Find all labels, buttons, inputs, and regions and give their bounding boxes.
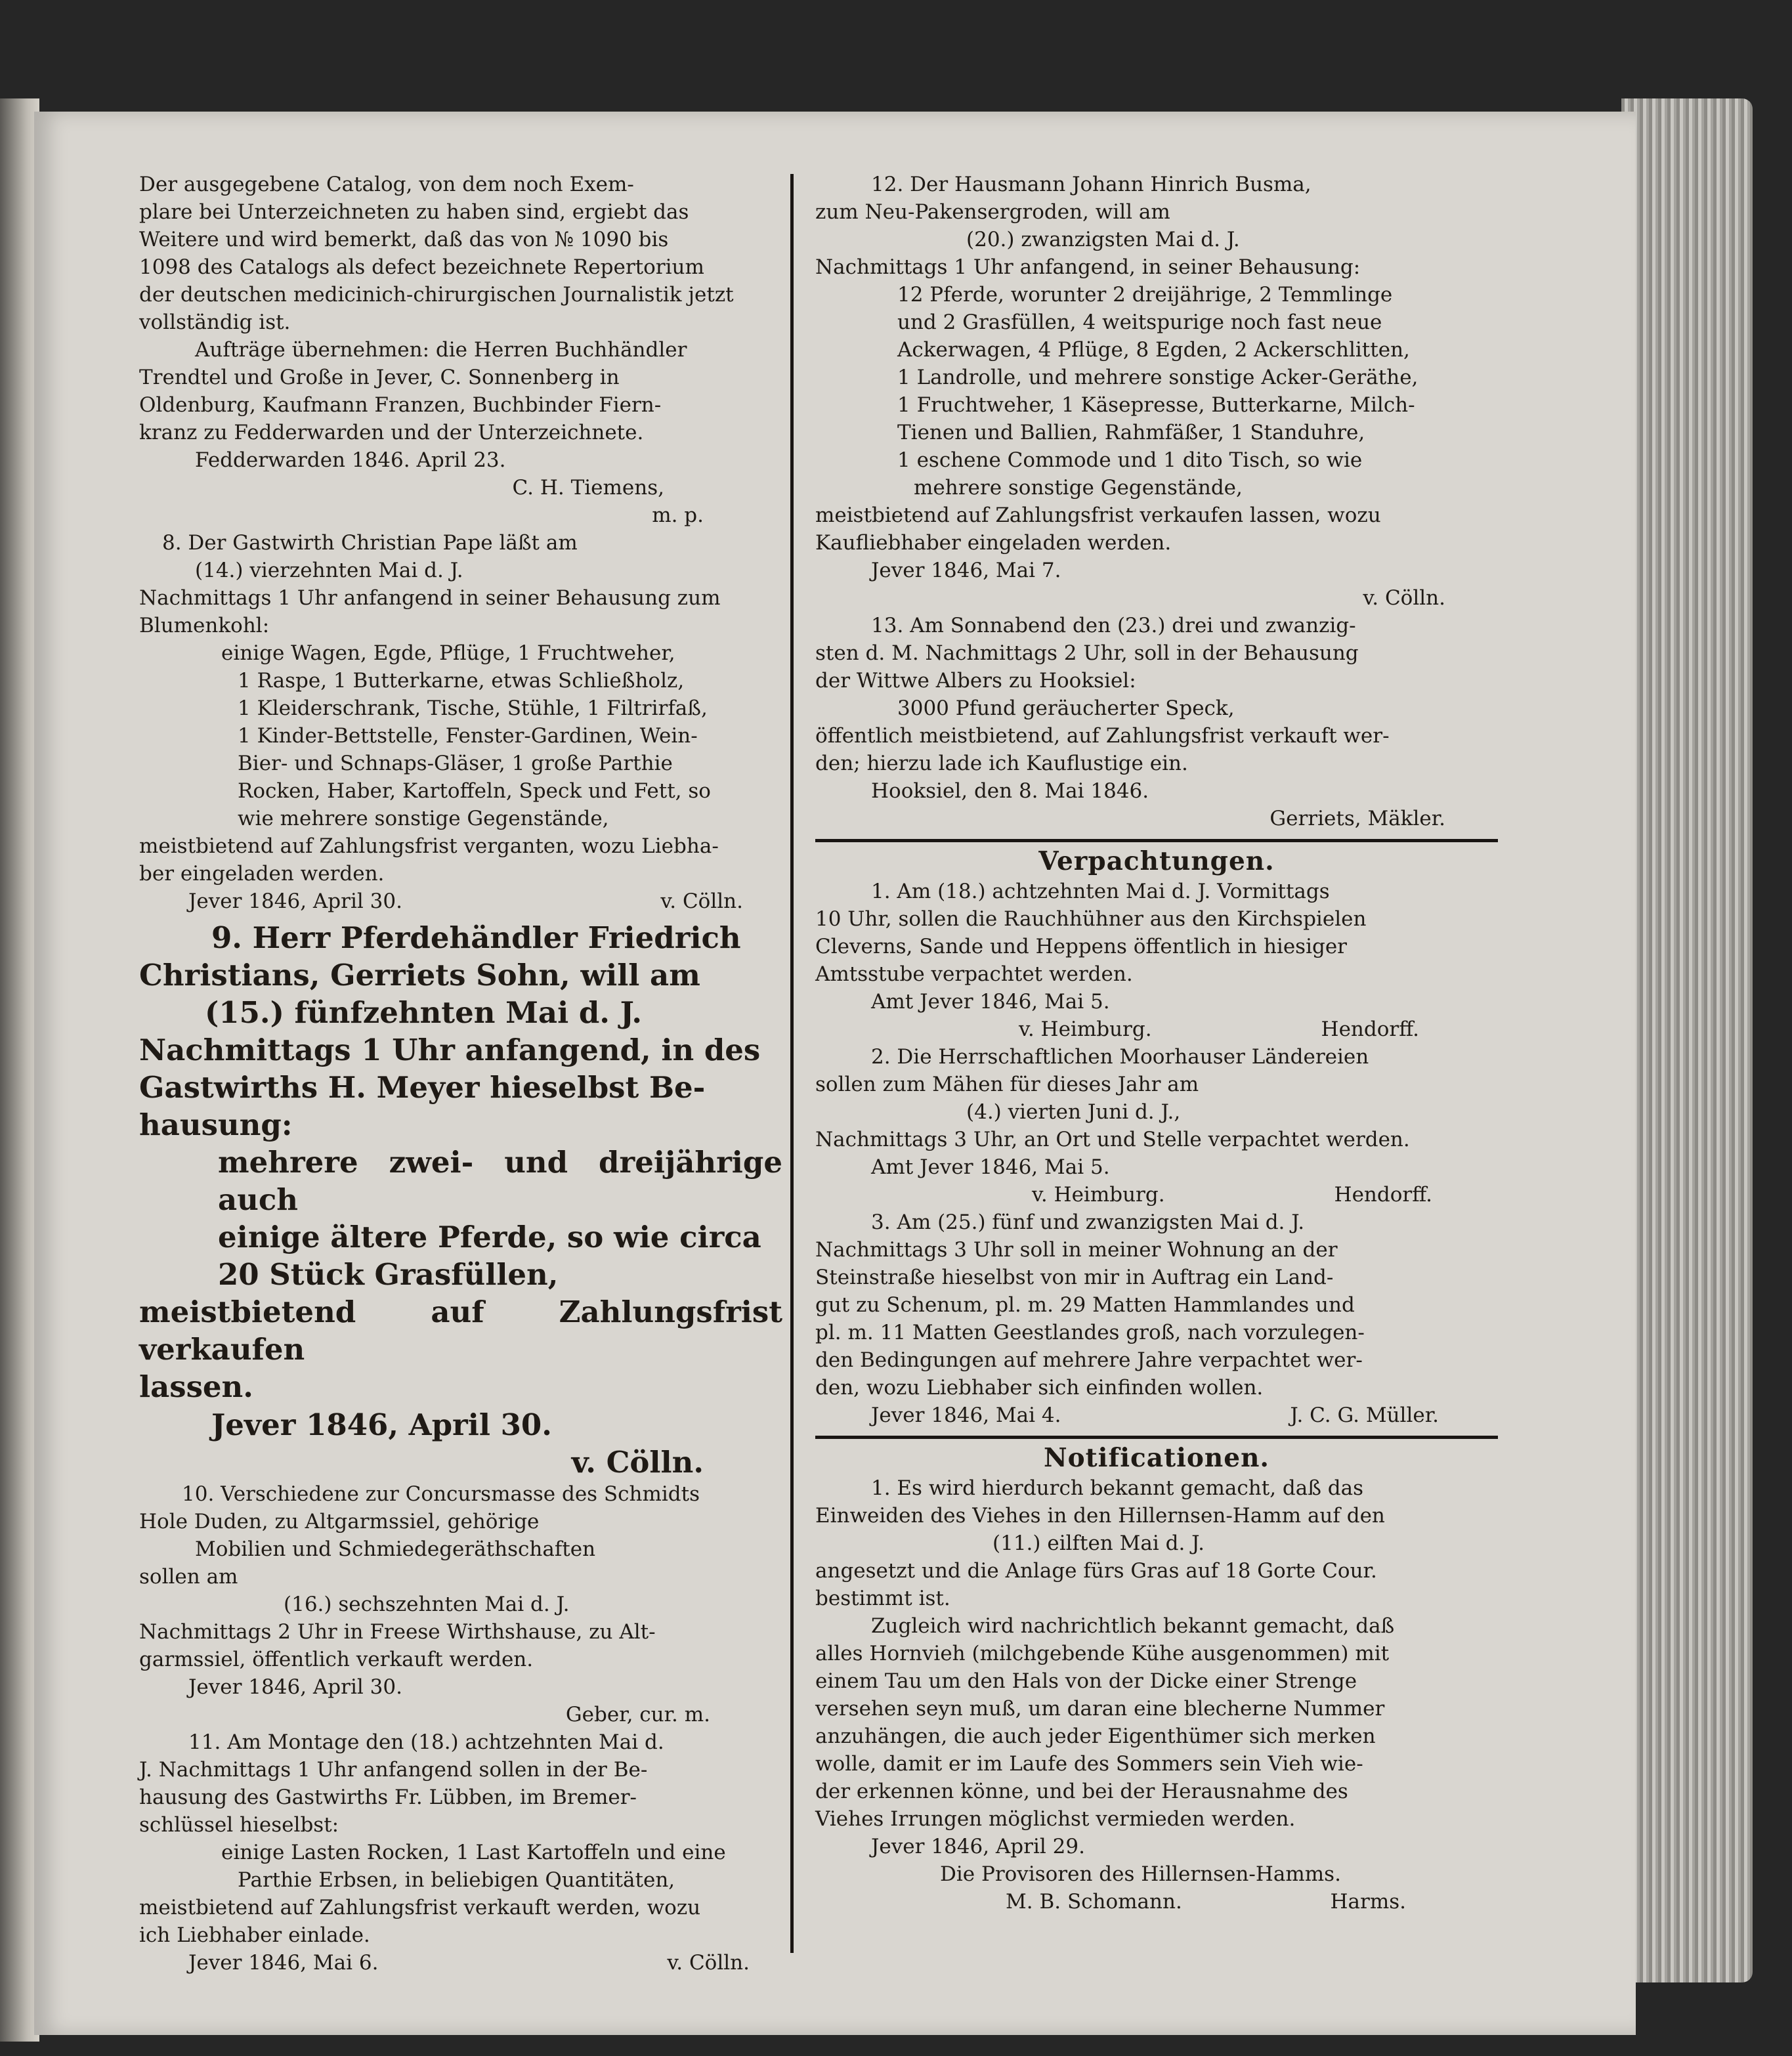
notice-date-line: (16.) sechszehnten Mai d. J. [284,1593,570,1616]
item-line: 12 Pferde, worunter 2 dreijährige, 2 Temmlinge [897,283,1393,307]
text-line: zum Neu-Pakensergroden, will am [815,200,1170,224]
notice-date: Amt Jever 1846, Mai 5. [871,1155,1110,1179]
notice-heading-line: 1. Es wird hierdurch bekannt gemacht, daß das [871,1476,1364,1500]
text-line: bestimmt ist. [815,1587,950,1610]
text-line: J. Nachmittags 1 Uhr anfangend sollen in der Be- [139,1758,648,1782]
item-line: 1 Kinder-Bettstelle, Fenster-Gardinen, Wein- [238,724,698,748]
text-line: meistbietend auf Zahlungsfrist verkaufen lassen, wozu [815,503,1381,527]
notice-heading-line: 8. Der Gastwirth Christian Pape läßt am [162,531,578,555]
text-line: ich Liebhaber einlade. [139,1923,370,1947]
text-line: Cleverns, Sande und Heppens öffentlich in hiesiger [815,935,1347,958]
text-line: Weitere und wird bemerkt, daß das von № 1090 bis [139,228,669,251]
notification-1 [815,1474,1498,1916]
text-line: der deutschen medicinich-chirurgischen Journalistik jetzt [139,283,734,307]
notice-signature: J. C. G. Müller. [1290,1403,1439,1427]
item-line: 1 Fruchtweher, 1 Käsepresse, Butterkarne, Milch- [897,393,1415,417]
section-heading-notificationen: Notificationen. [1043,1443,1270,1473]
notice-heading-line: 9. Herr Pferdehändler Friedrich [211,920,741,955]
item-line: Parthie Erbsen, in beliebigen Quantitäten, [238,1868,675,1892]
text-line: den; hierzu lade ich Kauflustige ein. [815,752,1188,775]
text-line: Kaufliebhaber eingeladen werden. [815,531,1172,555]
lease-notice-1 [815,878,1498,1043]
text-line: wolle, damit er im Laufe des Sommers sein Vieh wie- [815,1752,1363,1776]
item-line: Rocken, Haber, Kartoffeln, Speck und Fett, so [238,779,711,803]
item-line: Tienen und Ballien, Rahmfäßer, 1 Standuhre, [897,421,1365,444]
notice-date: Jever 1846, Mai 6. [188,1951,379,1975]
notice-date: Amt Jever 1846, Mai 5. [871,990,1110,1014]
text-line: hausung: [139,1107,293,1142]
notice-date-line: (15.) fünfzehnten Mai d. J. [205,995,643,1030]
section-divider [815,839,1498,842]
text-line: den, wozu Liebhaber sich einfinden wollen. [815,1376,1264,1400]
section-divider [815,1436,1498,1439]
text-line: alles Hornvieh (milchgebende Kühe ausgenommen) mit [815,1642,1390,1665]
column-divider [790,174,794,1953]
text-line: Nachmittags 1 Uhr anfangend, in seiner Behausung: [815,255,1361,279]
notice-10 [139,1480,782,1728]
text-line: sollen am [139,1565,238,1589]
text-line: Nachmittags 3 Uhr, an Ort und Stelle verpachtet werden. [815,1128,1410,1151]
text-line: sollen zum Mähen für dieses Jahr am [815,1073,1199,1096]
text-line: Blumenkohl: [139,614,270,637]
notice-date: Jever 1846, April 30. [211,1407,552,1442]
text-line: 1098 des Catalogs als defect bezeichnete Repertorium [139,255,704,279]
text-line: der Wittwe Albers zu Hooksiel: [815,669,1136,693]
notice-12 [815,171,1498,612]
text-line: meistbietend auf Zahlungsfrist verkaufen [139,1295,782,1367]
notice-date: Jever 1846, April 29. [871,1835,1085,1858]
text-line: schlüssel hieselbst: [139,1813,339,1837]
notice-date-line: (20.) zwanzigsten Mai d. J. [966,228,1240,251]
notice-date-line: (14.) vierzehnten Mai d. J. [195,559,463,582]
notice-date: Jever 1846, April 30. [188,889,402,913]
newspaper-page [34,112,1636,2035]
notice-signature: v. Cölln. [1363,586,1445,610]
lease-notice-3 [815,1209,1498,1429]
text-line: Oldenburg, Kaufmann Franzen, Buchbinder Fiern- [139,393,662,417]
item-line: 1 Landrolle, und mehrere sonstige Acker-Geräthe, [897,366,1419,389]
text-line: pl. m. 11 Matten Geestlandes groß, nach vorzulegen- [815,1321,1365,1344]
text-line: Der ausgegebene Catalog, von dem noch Exem- [139,173,634,196]
item-line: 20 Stück Grasfüllen, [218,1257,559,1292]
notice-heading-line: 13. Am Sonnabend den (23.) drei und zwanzig- [871,614,1356,637]
text-line: garmssiel, öffentlich verkauft werden. [139,1648,534,1671]
text-line: ber eingeladen werden. [139,862,385,886]
lease-notice-2 [815,1043,1498,1209]
item-line: 1 Kleiderschrank, Tische, Stühle, 1 Filtrirfaß, [238,696,708,720]
text-line: plare bei Unterzeichneten zu haben sind, ergiebt das [139,200,689,224]
text-line: Nachmittags 1 Uhr anfangend in seiner Behausung zum [139,586,721,610]
notice-signature: Geber, cur. m. [565,1703,710,1726]
text-line: Aufträge übernehmen: die Herren Buchhändler [195,338,687,362]
notice-date: Jever 1846, April 30. [188,1675,402,1699]
text-line: Christians, Gerriets Sohn, will am [139,958,700,993]
book-fore-edge [1621,98,1753,1982]
item-line: mehrere zwei- und dreijährige auch [218,1145,782,1217]
text-line: anzuhängen, die auch jeder Eigenthümer sich merken [815,1724,1376,1748]
item-line: einige Lasten Rocken, 1 Last Kartoffeln und eine [221,1841,726,1864]
text-line: Einweiden des Viehes in den Hillernsen-Hamm auf den [815,1504,1385,1528]
notice-signature: v. Heimburg. [1019,1017,1152,1041]
notice-signature: Hendorff. [1334,1183,1432,1207]
notice-heading-line: 12. Der Hausmann Johann Hinrich Busma, [871,173,1312,196]
text-line: 10 Uhr, sollen die Rauchhühner aus den Kirchspielen [815,907,1367,931]
notice-signature: C. H. Tiemens, [512,476,664,500]
item-line: wie mehrere sonstige Gegenstände, [238,807,609,830]
text-line: gut zu Schenum, pl. m. 29 Matten Hammlandes und [815,1293,1355,1317]
notice-13 [815,612,1498,832]
text-line: Gastwirths H. Meyer hieselbst Be- [139,1070,706,1105]
text-line: Nachmittags 3 Uhr soll in meiner Wohnung an der [815,1238,1338,1262]
notice-signature: Gerriets, Mäkler. [1269,807,1445,830]
text-line: kranz zu Fedderwarden und der Unterzeichnete. [139,421,644,444]
notice-signature: v. Heimburg. [1032,1183,1165,1207]
notice-heading-line: 10. Verschiedene zur Concursmasse des Schmidts [182,1482,700,1506]
right-column [815,171,1498,1916]
text-line: Zugleich wird nachrichtlich bekannt gemacht, daß [871,1614,1395,1638]
notice-date: Jever 1846, Mai 4. [871,1403,1061,1427]
item-line: 1 eschene Commode und 1 dito Tisch, so wie [897,448,1363,472]
item-line: Ackerwagen, 4 Pflüge, 8 Egden, 2 Ackerschlitten, [897,338,1410,362]
notice-signature: v. Cölln. [660,889,743,913]
text-line: vollständig ist. [139,311,291,334]
item-line: 1 Raspe, 1 Butterkarne, etwas Schließholz, [238,669,685,693]
item-line: mehrere sonstige Gegenstände, [914,476,1243,500]
text-line: einem Tau um den Hals von der Dicke einer Strenge [815,1669,1357,1693]
item-line: Mobilien und Schmiedegeräthschaften [195,1537,596,1561]
text-line: Amtsstube verpachtet werden. [815,962,1133,986]
text-line: angesetzt und die Anlage fürs Gras auf 18 Gorte Cour. [815,1559,1377,1583]
notice-heading-line: 1. Am (18.) achtzehnten Mai d. J. Vormittags [871,880,1330,903]
text-line: versehen seyn muß, um daran eine blecherne Nummer [815,1697,1385,1721]
notice-8 [139,529,782,915]
item-line: Bier- und Schnaps-Gläser, 1 große Parthie [238,752,673,775]
notice-heading-line: 11. Am Montage den (18.) achtzehnten Mai d. [188,1730,664,1754]
notice-signature: Die Provisoren des Hillernsen-Hamms. [940,1862,1341,1886]
notice-signature: Hendorff. [1321,1017,1419,1041]
notice-heading-line: 3. Am (25.) fünf und zwanzigsten Mai d. J. [871,1210,1305,1234]
section-heading-verpachtungen: Verpachtungen. [1038,846,1275,876]
text-line: Nachmittags 1 Uhr anfangend, in des [139,1033,761,1067]
text-line: den Bedingungen auf mehrere Jahre verpachtet wer- [815,1348,1363,1372]
text-line: Trendtel und Große in Jever, C. Sonnenberg in [139,366,620,389]
text-line: lassen. [139,1369,253,1404]
text-line: Nachmittags 2 Uhr in Freese Wirthshause, zu Alt- [139,1620,656,1644]
item-line: einige ältere Pferde, so wie circa [218,1220,761,1254]
item-line: und 2 Grasfüllen, 4 weitspurige noch fast neue [897,311,1382,334]
notice-signature-suffix: m. p. [652,503,704,527]
notice-heading-line: 2. Die Herrschaftlichen Moorhauser Ländereien [871,1045,1369,1069]
item-line: 3000 Pfund geräucherter Speck, [897,696,1235,720]
text-line: meistbietend auf Zahlungsfrist verganten, wozu Liebha- [139,834,719,858]
notice-9 [139,919,782,1480]
text-line: der erkennen könne, und bei der Herausnahme des [815,1780,1348,1803]
text-line: Steinstraße hieselbst von mir in Auftrag ein Land- [815,1266,1334,1289]
notice-date: Hooksiel, den 8. Mai 1846. [871,779,1149,803]
text-line: Viehes Irrungen möglichst vermieden werden. [815,1807,1296,1831]
item-line: einige Wagen, Egde, Pflüge, 1 Fruchtweher, [221,641,675,665]
left-column [139,171,782,1977]
catalog-notice [139,171,782,529]
text-line: meistbietend auf Zahlungsfrist verkauft werden, wozu [139,1896,701,1919]
notice-date-line: (4.) vierten Juni d. J., [966,1100,1181,1124]
notice-date: Fedderwarden 1846. April 23. [195,448,506,472]
text-line: sten d. M. Nachmittags 2 Uhr, soll in der Behausung [815,641,1359,665]
notice-date-line: (11.) eilften Mai d. J. [992,1531,1205,1555]
text-line: hausung des Gastwirths Fr. Lübben, im Bremer- [139,1786,637,1809]
notice-11 [139,1728,782,1977]
text-line: Hole Duden, zu Altgarmssiel, gehörige [139,1510,540,1533]
notice-signature: M. B. Schomann. [1006,1890,1182,1914]
text-line: öffentlich meistbietend, auf Zahlungsfrist verkauft wer- [815,724,1390,748]
previous-page-edge [0,98,39,2042]
notice-date: Jever 1846, Mai 7. [871,559,1061,582]
notice-signature: Harms. [1330,1890,1406,1914]
notice-signature: v. Cölln. [667,1951,750,1975]
notice-signature: v. Cölln. [571,1445,704,1480]
